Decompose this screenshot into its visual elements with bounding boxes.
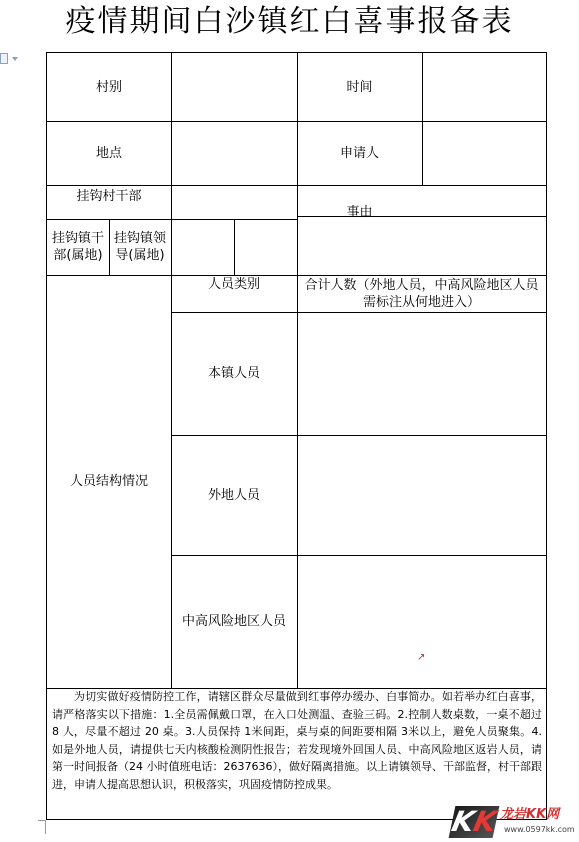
village-cadre-label: 挂钩村干部 bbox=[76, 188, 142, 204]
village-cadre-field[interactable] bbox=[171, 185, 297, 219]
applicant-label: 申请人 bbox=[339, 145, 379, 161]
outside-personnel-count-field[interactable] bbox=[297, 435, 546, 555]
time-label: 时间 bbox=[346, 79, 373, 95]
matter-detail-field[interactable] bbox=[297, 216, 546, 275]
high-risk-personnel-label: 中高风险地区人员 bbox=[181, 614, 286, 629]
matter-label: 事由 bbox=[346, 204, 373, 220]
personnel-structure-label: 人员结构情况 bbox=[69, 474, 148, 489]
crop-mark bbox=[45, 820, 46, 834]
local-personnel-count-field[interactable] bbox=[297, 312, 546, 435]
site-watermark bbox=[448, 805, 578, 840]
watermark-logo: KK bbox=[448, 805, 500, 838]
local-personnel-label: 本镇人员 bbox=[207, 366, 260, 381]
watermark-site-name: 龙岩KK网 bbox=[500, 807, 560, 822]
document-icon bbox=[0, 53, 8, 64]
town-leader-field[interactable] bbox=[234, 219, 297, 275]
form-title: 疫情期间白沙镇红白喜事报备表 bbox=[65, 4, 514, 39]
total-count-label: 合计人数（外地人员，中高风险地区人员需标注从何地进入） bbox=[304, 277, 539, 310]
text-cursor-icon: ↗ bbox=[417, 652, 426, 663]
chevron-down-icon bbox=[12, 57, 18, 61]
matter-field[interactable] bbox=[422, 185, 546, 216]
location-label: 地点 bbox=[95, 145, 122, 161]
watermark-url: www.0597kk.com bbox=[504, 825, 575, 834]
town-cadre-label: 挂钩镇干部(属地) bbox=[51, 231, 104, 263]
town-leader-label: 挂钩镇领导(属地) bbox=[113, 231, 166, 263]
notice-text: 为切实做好疫情防控工作，请辖区群众尽量做到红事停办缓办、白事简办。如若举办红白喜事，请严格落实以下措施：1.全员需佩戴口罩，在入口处测温、查验三码。2.控制人数桌数，一桌不超过 8 人，尽量不超过 20 桌。3.人员保持 1米间距，桌与桌的间距要相隔 3米以上，避免人员聚集。4.如是外地人员，请提供七天内核酸检测阴性报告；若发现境外回国人员、中高风险地区返岩人员，请第一时间报备（24 小时值班电话：2637636），做好隔离措施。以上请镇领导、干部监督，村干部跟进，申请人提高思想认识，积极落实，巩固疫情防控成果。 bbox=[52, 690, 542, 791]
location-field[interactable] bbox=[171, 121, 297, 185]
outside-personnel-label: 外地人员 bbox=[207, 487, 260, 503]
village-field[interactable] bbox=[171, 53, 297, 121]
time-field[interactable] bbox=[422, 53, 546, 121]
applicant-field[interactable] bbox=[422, 121, 546, 185]
village-label: 村别 bbox=[95, 79, 122, 95]
high-risk-personnel-count-field[interactable] bbox=[297, 555, 546, 688]
personnel-category-label: 人员类别 bbox=[207, 276, 260, 292]
town-cadre-field[interactable] bbox=[171, 219, 234, 275]
